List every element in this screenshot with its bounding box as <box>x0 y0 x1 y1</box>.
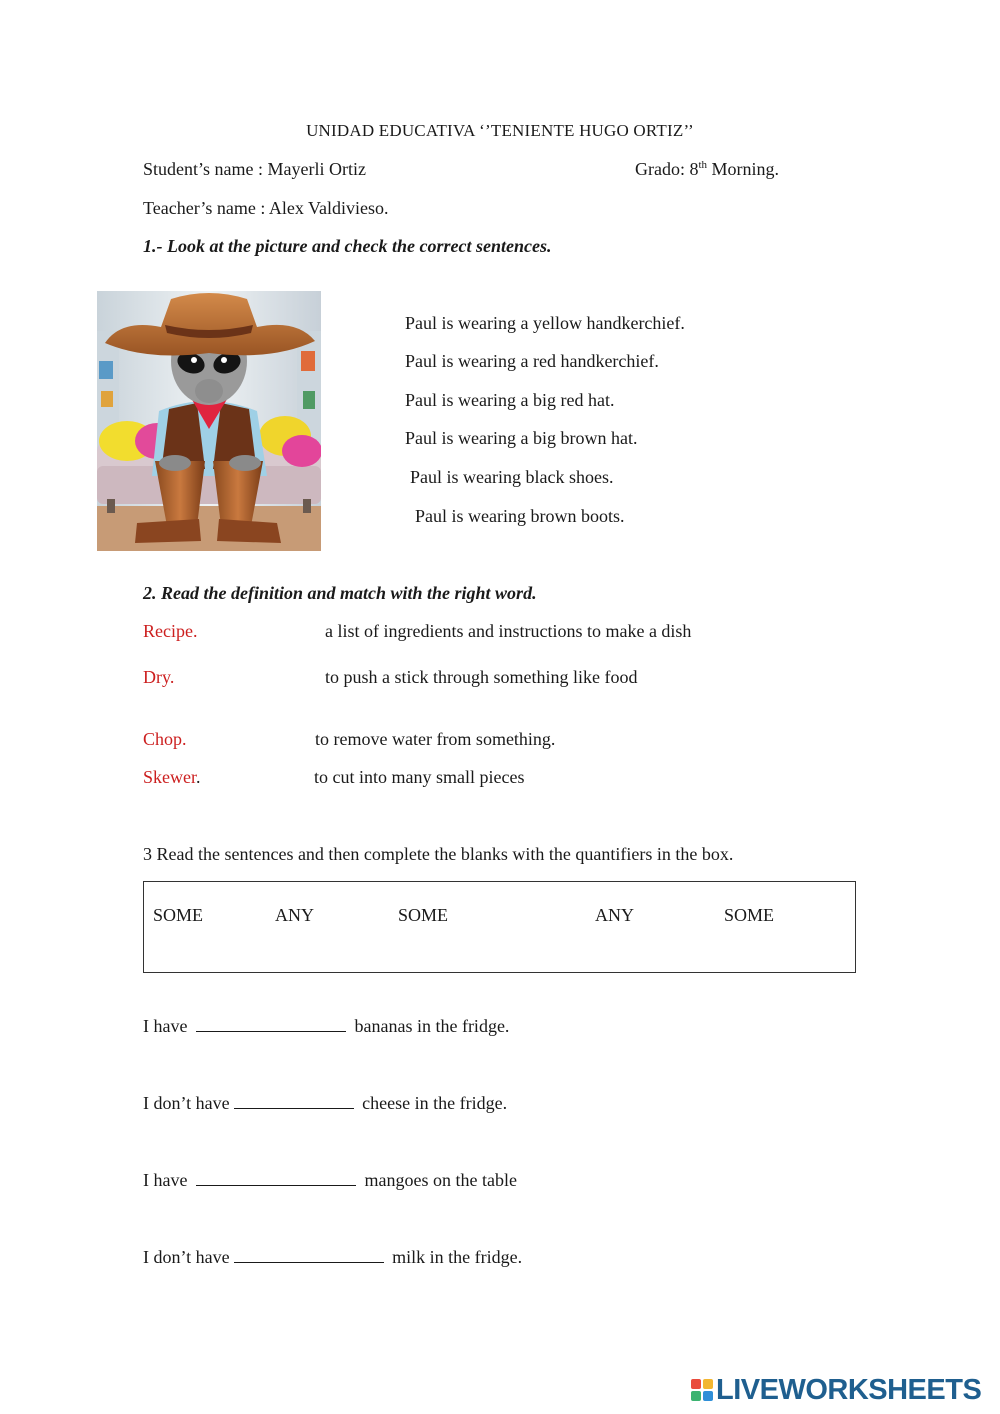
fill-sentence-1 <box>143 1016 509 1037</box>
fill-sentence-4-after: milk in the fridge. <box>387 1247 523 1267</box>
fill-sentence-3-before: I have <box>143 1170 192 1190</box>
blank-2-input[interactable] <box>234 1094 354 1109</box>
grade-suffix: Morning. <box>707 159 780 179</box>
fill-sentence-2-after: cheese in the fridge. <box>357 1093 508 1113</box>
definition-1[interactable]: a list of ingredients and instructions to make a dish <box>325 621 692 641</box>
school-title: UNIDAD EDUCATIVA ‘’TENIENTE HUGO ORTIZ’’ <box>306 121 694 140</box>
sentence-2[interactable]: Paul is wearing a red handkerchief. <box>405 351 659 371</box>
definition-4[interactable]: to cut into many small pieces <box>314 767 525 787</box>
sentence-3[interactable]: Paul is wearing a big red hat. <box>405 390 615 410</box>
grade-sup: th <box>698 159 708 171</box>
logo-grid-icon <box>691 1379 713 1401</box>
sentence-6[interactable]: Paul is wearing brown boots. <box>415 506 625 526</box>
fill-sentence-3 <box>143 1170 517 1191</box>
teacher-name: Teacher’s name : Alex Valdivieso. <box>143 198 389 218</box>
word-recipe[interactable]: Recipe. <box>143 621 198 641</box>
alien-cowboy-illustration <box>97 291 321 551</box>
blank-1-input[interactable] <box>196 1017 346 1032</box>
grade <box>635 159 779 180</box>
word-skewer-text: Skewer <box>143 767 196 787</box>
fill-sentence-4-before: I don’t have <box>143 1247 230 1267</box>
fill-sentence-2-before: I don’t have <box>143 1093 230 1113</box>
blank-4-input[interactable] <box>234 1248 384 1263</box>
quantifier-box <box>143 881 856 973</box>
logo-text: LIVEWORKSHEETS <box>716 1373 982 1406</box>
fill-sentence-2 <box>143 1093 507 1114</box>
student-name: Student’s name : Mayerli Ortiz <box>143 159 366 179</box>
quantifier-2[interactable]: ANY <box>275 905 314 925</box>
section3-instruction: 3 Read the sentences and then complete the blanks with the quantifiers in the box. <box>143 844 734 864</box>
fill-sentence-4 <box>143 1247 522 1268</box>
word-skewer-period: . <box>196 767 201 787</box>
sentence-4[interactable]: Paul is wearing a big brown hat. <box>405 428 638 448</box>
word-chop[interactable]: Chop. <box>143 729 187 749</box>
quantifier-3[interactable]: SOME <box>398 905 449 925</box>
sentence-1[interactable]: Paul is wearing a yellow handkerchief. <box>405 313 685 333</box>
blank-3-input[interactable] <box>196 1171 356 1186</box>
sentence-5[interactable]: Paul is wearing black shoes. <box>410 467 614 487</box>
quantifier-1[interactable]: SOME <box>153 905 204 925</box>
word-skewer[interactable] <box>143 767 201 788</box>
section2-instruction: 2. Read the definition and match with the right word. <box>143 583 537 603</box>
fill-sentence-1-before: I have <box>143 1016 192 1036</box>
fill-sentence-3-after: mangoes on the table <box>359 1170 517 1190</box>
alien-cowboy-picture <box>97 291 321 551</box>
section1-instruction: 1.- Look at the picture and check the correct sentences. <box>143 236 552 256</box>
word-dry[interactable]: Dry. <box>143 667 175 687</box>
quantifier-5[interactable]: SOME <box>724 905 775 925</box>
definition-2[interactable]: to push a stick through something like food <box>325 667 638 687</box>
grade-prefix: Grado: 8 <box>635 159 699 179</box>
quantifier-4[interactable]: ANY <box>595 905 634 925</box>
definition-3[interactable]: to remove water from something. <box>315 729 556 749</box>
fill-sentence-1-after: bananas in the fridge. <box>349 1016 510 1036</box>
liveworksheets-logo <box>691 1374 981 1406</box>
